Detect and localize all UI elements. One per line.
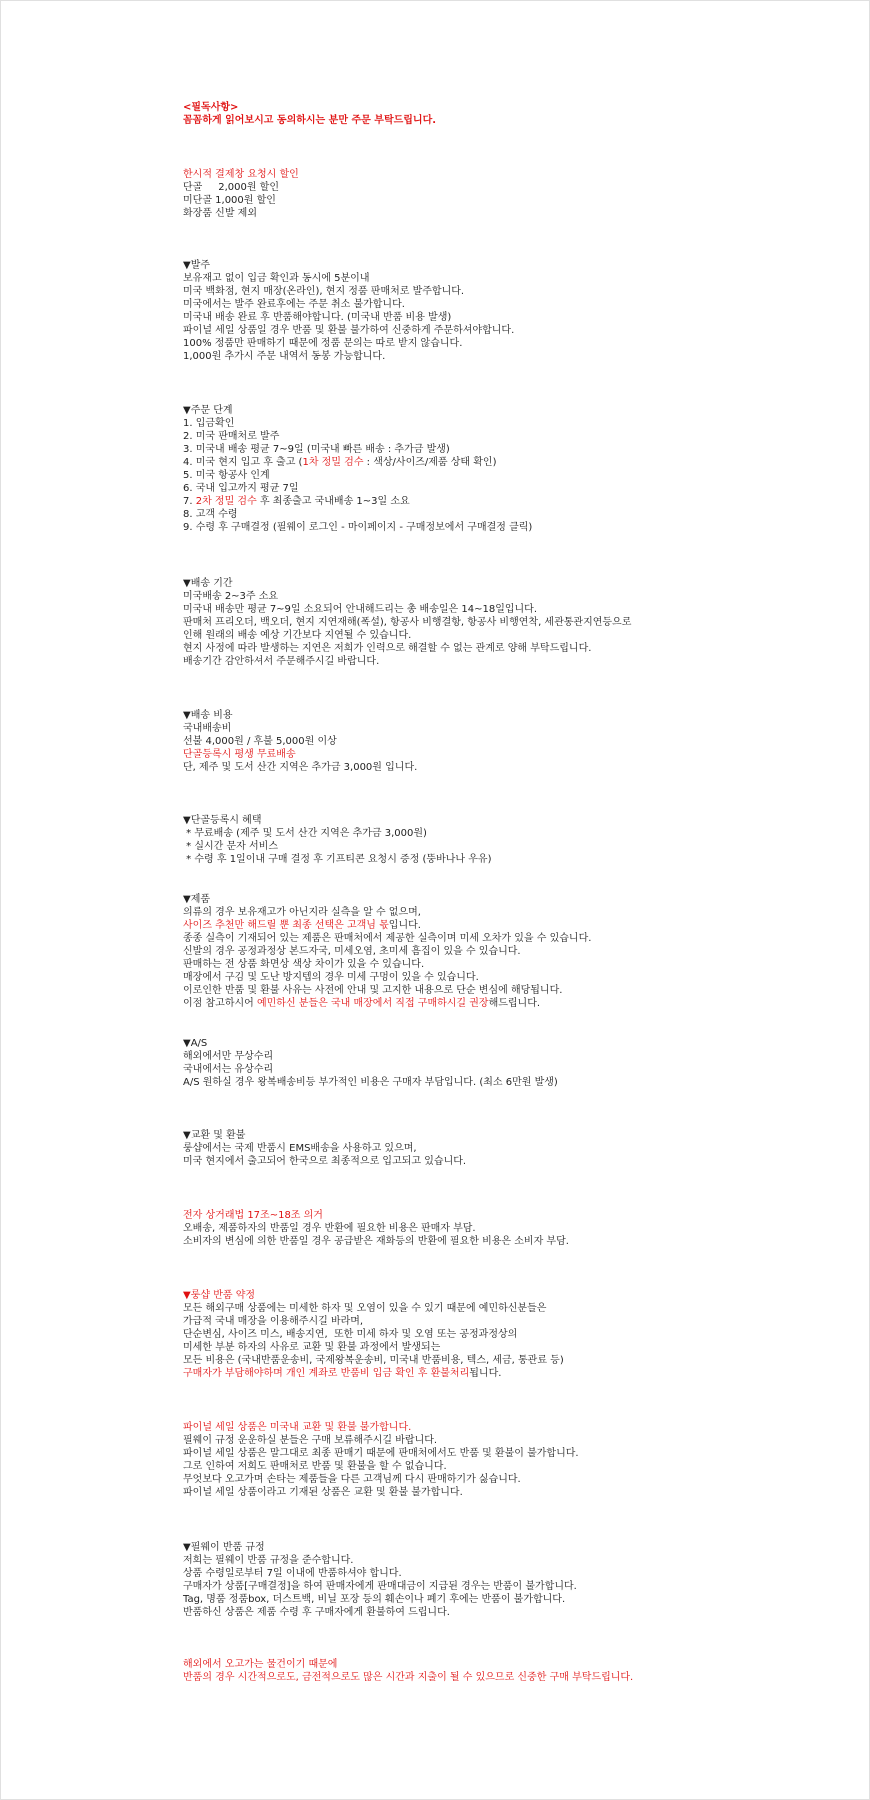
notice-subtitle: 꼼꼼하게 읽어보시고 동의하시는 분만 주문 부탁드립니다.: [183, 115, 437, 126]
pillway-line: 반품하신 상품은 제품 수령 후 구매자에게 환불하여 드립니다.: [183, 1607, 450, 1618]
period-line: 배송기간 감안하셔서 주문해주시길 바랍니다.: [183, 656, 380, 667]
policy-line: 가급적 국내 매장을 이용해주시길 바라며,: [183, 1316, 364, 1327]
order-line: 파이널 세일 상품일 경우 반품 및 환불 불가하여 신중하게 주문하셔야합니다.: [183, 325, 515, 336]
product-line: [183, 997, 823, 1010]
regular-line: * 수령 후 1일이내 구매 결정 후 기프티콘 요청시 증정 (뚱바나나 우유): [183, 854, 492, 865]
final-sale-line: 무엇보다 오고가며 손타는 제품들을 다른 고객님께 다시 판매하기가 싫습니다.: [183, 1474, 521, 1485]
exchange-section: [183, 1129, 823, 1168]
policy-line-end: 됩니다.: [469, 1368, 502, 1379]
closing-line: 반품의 경우 시간적으로도, 금전적으로도 많은 시간과 지출이 될 수 있으므로 신중한 구매 부탁드립니다.: [183, 1672, 634, 1683]
pillway-return-section: [183, 1541, 823, 1619]
law-line: 오배송, 제품하자의 반품일 경우 반환에 필요한 비용은 판매자 부담.: [183, 1223, 476, 1234]
regular-benefits-section: [183, 814, 823, 866]
step-4: [183, 456, 823, 469]
step-4-text-end: : 색상/사이즈/제품 상태 확인): [363, 457, 497, 468]
as-line: A/S 원하실 경우 왕복배송비등 부가적인 비용은 구매자 부담입니다. (최소 6만원 발생): [183, 1077, 558, 1088]
step-1: 1. 입금확인: [183, 418, 235, 429]
order-heading: ▼발주: [183, 260, 211, 271]
step-7: [183, 495, 823, 508]
product-line-end: 입니다.: [388, 920, 421, 931]
step-5: 5. 미국 항공사 인계: [183, 470, 270, 481]
order-section: [183, 259, 823, 363]
step-8: 8. 고객 수령: [183, 509, 238, 520]
step-7-highlight: 2차 정밀 검수: [195, 496, 257, 507]
step-9: 9. 수령 후 구매결정 (필웨이 로그인 - 마이페이지 - 구매정보에서 구매결정 클릭): [183, 522, 533, 533]
exchange-heading: ▼교환 및 환불: [183, 1130, 246, 1141]
order-line: 보유재고 없이 입금 확인과 동시에 5분이내: [183, 273, 370, 284]
notice-header: [183, 101, 823, 127]
period-line: 미국배송 2~3주 소요: [183, 591, 279, 602]
order-line: 100% 정품만 판매하기 때문에 정품 문의는 따로 받지 않습니다.: [183, 338, 463, 349]
policy-line: 미세한 부분 하자의 사유로 교환 및 환불 과정에서 발생되는: [183, 1342, 441, 1353]
cost-line: 단, 제주 및 도서 산간 지역은 추가금 3,000원 입니다.: [183, 762, 418, 773]
order-line: 미국에서는 발주 완료후에는 주문 취소 불가합니다.: [183, 299, 405, 310]
law-heading: 전자 상거래법 17조~18조 의거: [183, 1210, 323, 1221]
step-4-highlight: 1차 정밀 검수: [302, 457, 364, 468]
exchange-line: 룽샵에서는 국제 반품시 EMS배송을 사용하고 있으며,: [183, 1143, 417, 1154]
order-line: 미국 백화점, 현지 매장(온라인), 현지 정품 판매처로 발주합니다.: [183, 286, 465, 297]
order-line: 1,000원 추가시 주문 내역서 동봉 가능합니다.: [183, 351, 386, 362]
product-line: [183, 919, 823, 932]
product-line: 이로인한 반품 및 환불 사유는 사전에 안내 및 고지한 내용으로 단순 변심에 해당됩니다.: [183, 985, 563, 996]
final-sale-line: 파이널 세일 상품이라고 기재된 상품은 교환 및 환불 불가합니다.: [183, 1487, 463, 1498]
discount-line: 단골 2,000원 할인: [183, 182, 280, 193]
cost-free-shipping: 단골등록시 평생 무료배송: [183, 749, 296, 760]
product-line: 판매하는 전 상품 화면상 색상 차이가 있을 수 있습니다.: [183, 959, 425, 970]
regular-line: * 무료배송 (제주 및 도서 산간 지역은 추가금 3,000원): [183, 828, 427, 839]
law-section: [183, 1209, 823, 1248]
pillway-heading: ▼필웨이 반품 규정: [183, 1542, 265, 1553]
policy-heading: ▼룽샵 반품 약정: [183, 1290, 256, 1301]
policy-line: 단순변심, 사이즈 미스, 배송지연, 또한 미세 하자 및 오염 또는 공정과정상의: [183, 1329, 518, 1340]
final-sale-line: 필웨이 규정 운운하실 분들은 구매 보류해주시길 바랍니다.: [183, 1435, 438, 1446]
final-sale-heading: 파이널 세일 상품은 미국내 교환 및 환불 불가합니다.: [183, 1422, 412, 1433]
product-recommend-highlight: 예민하신 분들은 국내 매장에서 직접 구매하시길 권장: [256, 998, 489, 1009]
policy-line: 모든 해외구매 상품에는 미세한 하자 및 오염이 있을 수 있기 때문에 예민하신분들은: [183, 1303, 547, 1314]
product-line: 신발의 경우 공정과정상 본드자국, 미세오염, 초미세 흠집이 있을 수 있습니다.: [183, 946, 521, 957]
regular-heading: ▼단골등록시 혜택: [183, 815, 262, 826]
law-line: 소비자의 변심에 의한 반품일 경우 공급받은 재화등의 반환에 필요한 비용은 소비자 부담.: [183, 1236, 569, 1247]
notice-title: <필독사항>: [183, 102, 239, 113]
product-line: 매장에서 구김 및 도난 방지텝의 경우 미세 구멍이 있을 수 있습니다.: [183, 972, 479, 983]
final-sale-line: 그로 인하여 저희도 판매처로 반품 및 환불을 할 수 없습니다.: [183, 1461, 447, 1472]
as-line: 해외에서만 무상수리: [183, 1051, 274, 1062]
policy-line: 모든 비용은 (국내반품운송비, 국제왕복운송비, 미국내 반품비용, 텍스, 세금, 통관료 등): [183, 1355, 564, 1366]
pillway-line: 구매자가 상품[구매결정]을 하여 판매자에게 판매대금이 지급된 경우는 반품이 불가합니다.: [183, 1581, 577, 1592]
closing-line: 해외에서 오고가는 물건이기 때문에: [183, 1659, 338, 1670]
pillway-line: Tag, 명품 정품box, 더스트백, 비닐 포장 등의 훼손이나 폐기 후에는 반품이 불가합니다.: [183, 1594, 566, 1605]
shipping-cost-section: [183, 709, 823, 774]
period-line: 현지 사정에 따라 발생하는 지연은 저희가 인력으로 해결할 수 없는 관계로 양해 부탁드립니다.: [183, 643, 592, 654]
step-7-text: 7.: [183, 496, 196, 507]
as-line: 국내에서는 유상수리: [183, 1064, 274, 1075]
period-heading: ▼배송 기간: [183, 578, 233, 589]
step-6: 6. 국내 입고까지 평균 7일: [183, 483, 299, 494]
pillway-line: 저희는 필웨이 반품 규정을 준수합니다.: [183, 1555, 354, 1566]
product-line: 의류의 경우 보유재고가 아닌지라 실측을 알 수 없으며,: [183, 907, 421, 918]
regular-line: * 실시간 문자 서비스: [183, 841, 278, 852]
closing-section: [183, 1658, 823, 1684]
order-line: 미국내 배송 완료 후 반품해야합니다. (미국내 반품 비용 발생): [183, 312, 452, 323]
shipping-period-section: [183, 577, 823, 668]
product-line-start: 이점 참고하시어: [183, 998, 257, 1009]
period-line: 판매처 프리오더, 백오더, 현지 지연재해(폭설), 항공사 비행결항, 항공사 비행연착, 세관통관지연등으로: [183, 617, 632, 628]
exchange-line: 미국 현지에서 출고되어 한국으로 최종적으로 입고되고 있습니다.: [183, 1156, 467, 1167]
step-4-text: 4. 미국 현지 입고 후 출고 (: [183, 457, 303, 468]
cost-line: 선불 4,000원 / 후불 5,000원 이상: [183, 736, 337, 747]
cost-line: 국내배송비: [183, 723, 232, 734]
policy-refund-highlight: 구매자가 부담해야하며 개인 계좌로 반품비 입금 확인 후 환불처리: [183, 1368, 470, 1379]
steps-heading: ▼주문 단계: [183, 405, 233, 416]
discount-line: 화장품 신발 제외: [183, 208, 257, 219]
pillway-line: 상품 수령일로부터 7일 이내에 반품하셔야 합니다.: [183, 1568, 402, 1579]
final-sale-line: 파이널 세일 상품은 말그대로 최종 판매기 때문에 판매처에서도 반품 및 환불이 불가합니다.: [183, 1448, 579, 1459]
discount-line: 미단골 1,000원 할인: [183, 195, 276, 206]
product-line-end: 해드립니다.: [488, 998, 541, 1009]
step-3: 3. 미국내 배송 평균 7~9일 (미국내 빠른 배송 : 추가금 발생): [183, 444, 450, 455]
product-line: 종종 실측이 기재되어 있는 제품은 판매처에서 제공한 실측이며 미세 오차가 있을 수 있습니다.: [183, 933, 592, 944]
as-section: [183, 1037, 823, 1089]
cost-heading: ▼배송 비용: [183, 710, 233, 721]
period-line: 미국내 배송만 평균 7~9일 소요되어 안내해드리는 총 배송일은 14~18일입니다.: [183, 604, 538, 615]
policy-line: [183, 1367, 823, 1380]
discount-heading: 한시적 결제창 요청시 할인: [183, 169, 299, 180]
period-line: 인해 원래의 배송 예상 기간보다 지연될 수 있습니다.: [183, 630, 412, 641]
step-7-text-end: 후 최종출고 국내배송 1~3일 소요: [256, 496, 410, 507]
final-sale-section: [183, 1421, 823, 1499]
order-steps-section: [183, 404, 823, 534]
discount-section: [183, 168, 823, 220]
return-policy-section: [183, 1289, 823, 1380]
product-section: [183, 893, 823, 1010]
product-size-highlight: 사이즈 추천만 해드릴 뿐 최종 선택은 고객님 몫: [183, 920, 389, 931]
product-heading: ▼제품: [183, 894, 211, 905]
step-2: 2. 미국 판매처로 발주: [183, 431, 280, 442]
as-heading: ▼A/S: [183, 1038, 208, 1049]
